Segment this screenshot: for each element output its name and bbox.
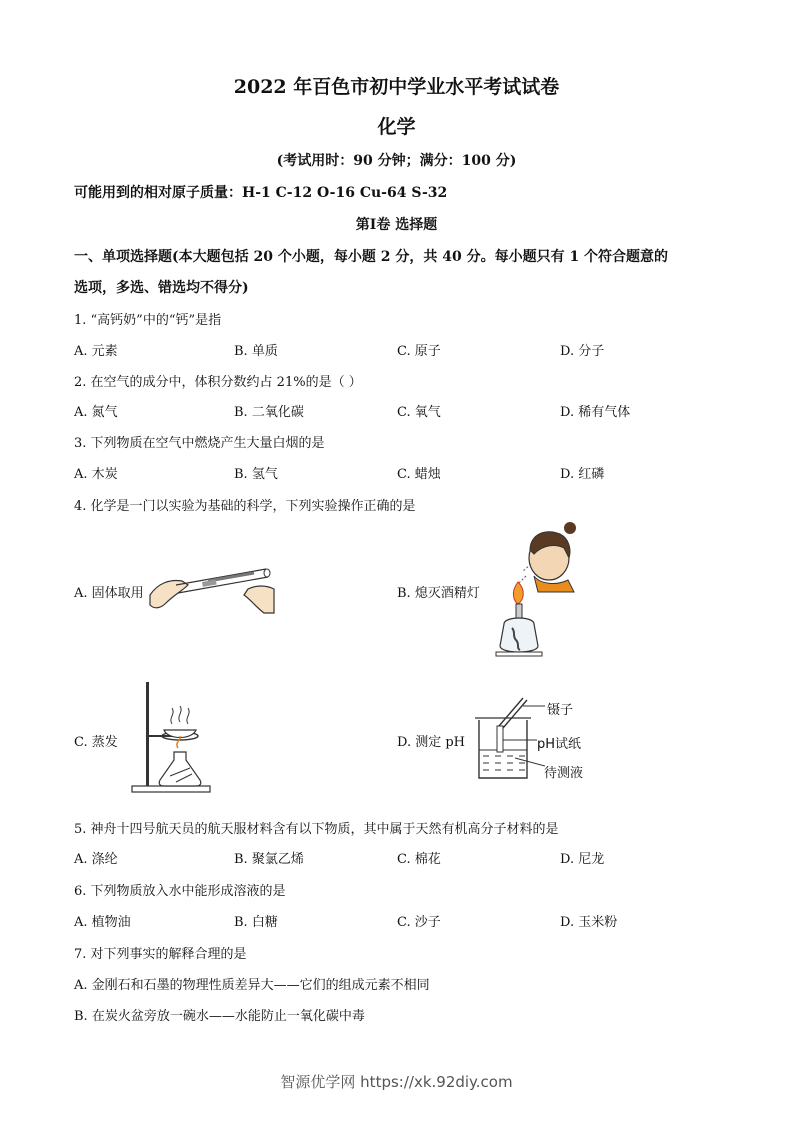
footer-watermark[interactable]: 智源优学网 https://xk.92diy.com — [280, 1073, 513, 1091]
question-4-option-b: B. 熄灭酒精灯 — [397, 586, 480, 601]
question-5-option-a: A. 涤纶 — [74, 852, 118, 867]
question-7-stem: 7. 对下列事实的解释合理的是 — [74, 947, 247, 962]
question-1-option-c: C. 原子 — [397, 344, 441, 359]
solid-sampling-illustration — [148, 555, 276, 615]
question-3-option-a: A. 木炭 — [74, 467, 118, 482]
extinguish-alcohol-lamp-illustration — [494, 520, 580, 660]
question-2-option-a: A. 氮气 — [74, 405, 118, 420]
question-6-stem: 6. 下列物质放入水中能形成溶液的是 — [74, 884, 286, 899]
question-3-option-b: B. 氢气 — [234, 467, 278, 482]
question-2-option-d: D. 稀有气体 — [560, 405, 631, 420]
question-7-option-b: B. 在炭火盆旁放一碗水——水能防止一氧化碳中毒 — [74, 1009, 365, 1024]
question-4-option-d: D. 测定 pH — [397, 735, 466, 750]
question-2-stem: 2. 在空气的成分中，体积分数约占 21%的是（ ） — [74, 375, 362, 390]
question-6-option-d: D. 玉米粉 — [560, 915, 618, 930]
question-1-stem: 1. “高钙奶”中的“钙”是指 — [74, 313, 222, 328]
section-title: 第Ⅰ卷 选择题 — [355, 217, 438, 233]
question-5-option-d: D. 尼龙 — [560, 852, 605, 867]
question-5-stem: 5. 神舟十四号航天员的航天服材料含有以下物质，其中属于天然有机高分子材料的是 — [74, 822, 559, 837]
question-3-stem: 3. 下列物质在空气中燃烧产生大量白烟的是 — [74, 436, 325, 451]
question-6-option-b: B. 白糖 — [234, 915, 278, 930]
atomic-mass-line: 可能用到的相对原子质量：H-1 C-12 O-16 Cu-64 S-32 — [74, 185, 448, 201]
question-4-stem: 4. 化学是一门以实验为基础的科学，下列实验操作正确的是 — [74, 499, 416, 514]
question-5-option-b: B. 聚氯乙烯 — [234, 852, 304, 867]
question-4-option-a: A. 固体取用 — [74, 586, 144, 601]
question-6-option-a: A. 植物油 — [74, 915, 131, 930]
tweezers-label: 镊子 — [547, 703, 574, 718]
ph-test-illustration — [475, 696, 545, 782]
test-solution-label: 待测液 — [544, 766, 584, 781]
exam-subject: 化学 — [377, 116, 416, 138]
question-2-option-b: B. 二氧化碳 — [234, 405, 304, 420]
question-1-option-a: A. 元素 — [74, 344, 118, 359]
question-3-option-c: C. 蜡烛 — [397, 467, 441, 482]
exam-title: 2022 年百色市初中学业水平考试试卷 — [233, 76, 560, 98]
ph-paper-label: pH试纸 — [537, 737, 582, 752]
question-1-option-b: B. 单质 — [234, 344, 278, 359]
section-instruction-1: 一、单项选择题(本大题包括 20 个小题，每小题 2 分，共 40 分。每小题只有 1 个符合题意的 — [74, 249, 669, 265]
question-3-option-d: D. 红磷 — [560, 467, 605, 482]
question-5-option-c: C. 棉花 — [397, 852, 441, 867]
section-instruction-2: 选项，多选、错选均不得分) — [74, 280, 249, 296]
question-1-option-d: D. 分子 — [560, 344, 605, 359]
question-2-option-c: C. 氧气 — [397, 405, 441, 420]
question-6-option-c: C. 沙子 — [397, 915, 441, 930]
evaporation-illustration — [130, 678, 214, 794]
exam-time-info: (考试用时：90 分钟；满分：100 分) — [276, 153, 517, 169]
question-4-option-c: C. 蒸发 — [74, 735, 118, 750]
question-7-option-a: A. 金刚石和石墨的物理性质差异大——它们的组成元素不相同 — [74, 978, 430, 993]
